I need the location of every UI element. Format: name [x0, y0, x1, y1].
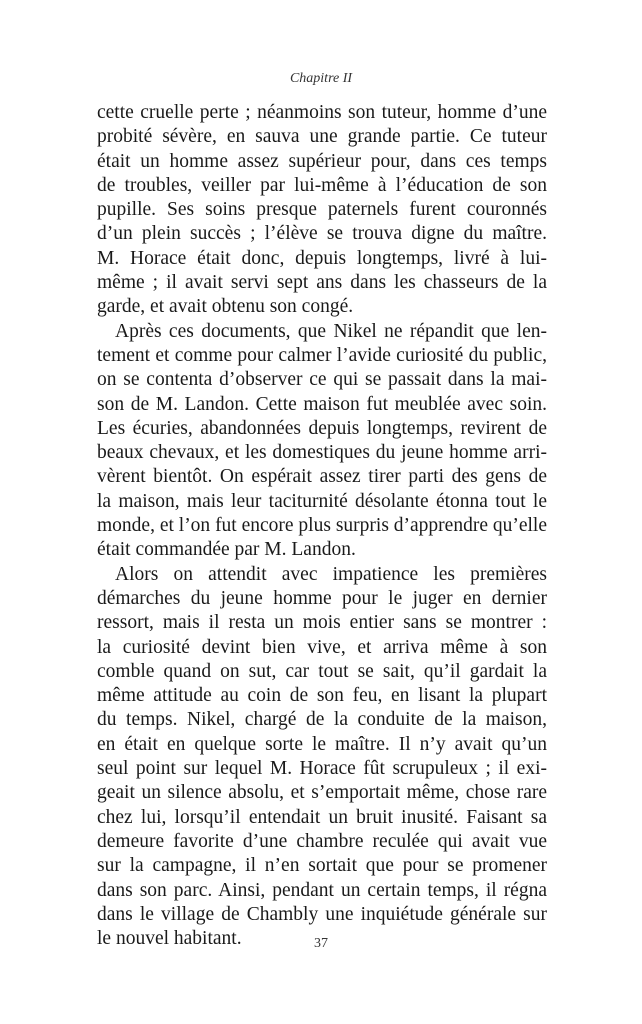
- text-line: tement et comme pour calmer l’avide curiosité du public,: [97, 344, 547, 366]
- text-line: probité sévère, en sauva une grande partie. Ce tuteur: [97, 126, 547, 148]
- paragraph: [97, 101, 547, 320]
- text-line: démarches du jeune homme pour le juger en dernier: [97, 587, 547, 609]
- paragraph: [97, 320, 547, 563]
- text-line: monde, et l’on fut encore plus surpris d’apprendre qu’elle: [97, 515, 547, 537]
- text-line: la curiosité devint bien vive, et arriva même à son: [97, 636, 547, 658]
- text-line: dans son parc. Ainsi, pendant un certain temps, il régna: [97, 879, 547, 901]
- text-line: ressort, mais il resta un mois entier sans se montrer :: [97, 612, 547, 634]
- text-line: Alors on attendit avec impatience les premières: [115, 563, 547, 585]
- text-line: chez lui, lorsqu’il entendait un bruit inusité. Faisant sa: [97, 806, 547, 828]
- text-line: geait un silence absolu, et s’emportait même, chose rare: [97, 782, 547, 804]
- text-line: dans le village de Chambly une inquiétude générale sur: [97, 903, 547, 925]
- text-line: M. Horace était donc, depuis longtemps, livré à lui-: [97, 247, 547, 269]
- text-line: d’un plein succès ; l’élève se trouva digne du maître.: [97, 223, 547, 245]
- text-line: on se contenta d’observer ce qui se passait dans la mai-: [97, 369, 547, 391]
- paragraph: [97, 563, 547, 952]
- text-line: de troubles, veiller par lui-même à l’éducation de son: [97, 174, 547, 196]
- text-line: demeure favorite d’une chambre reculée qui avait vue: [97, 830, 547, 852]
- text-line: du temps. Nikel, chargé de la conduite de la maison,: [97, 709, 547, 731]
- running-header: Chapitre II: [289, 71, 353, 86]
- text-line: seul point sur lequel M. Horace fût scrupuleux ; il exi-: [97, 758, 547, 780]
- text-line: vèrent bientôt. On espérait assez tirer parti des gens de: [97, 466, 547, 488]
- text-line: Après ces documents, que Nikel ne répandit que len-: [115, 320, 547, 342]
- text-line: beaux chevaux, et les domestiques du jeune homme arri-: [97, 442, 547, 464]
- text-line: en était en quelque sorte le maître. Il n’y avait qu’un: [97, 733, 547, 755]
- text-line: était un homme assez supérieur pour, dans ces temps: [97, 150, 547, 172]
- text-line: la maison, mais leur taciturnité désolante étonna tout le: [97, 490, 547, 512]
- text-line: cette cruelle perte ; néanmoins son tuteur, homme d’une: [97, 102, 547, 123]
- page-number: 37: [314, 936, 328, 951]
- text-line: pupille. Ses soins presque paternels furent couronnés: [97, 199, 547, 221]
- text-line: sur la campagne, il n’en sortait que pour se promener: [97, 855, 547, 877]
- text-line: le nouvel habitant.: [97, 928, 242, 950]
- text-line: son de M. Landon. Cette maison fut meublée avec soin.: [97, 393, 547, 415]
- text-line: même attitude au coin de son feu, en lisant la plupart: [97, 685, 547, 707]
- text-line: Les écuries, abandonnées depuis longtemps, revirent de: [97, 417, 547, 439]
- text-line: était commandée par M. Landon.: [97, 539, 356, 561]
- text-line: comble quand on sut, car tout se sait, qu’il gardait la: [97, 660, 547, 682]
- body-text: [97, 101, 547, 951]
- text-line: même ; il avait servi sept ans dans les chasseurs de la: [97, 272, 547, 294]
- text-line: garde, et avait obtenu son congé.: [97, 296, 354, 318]
